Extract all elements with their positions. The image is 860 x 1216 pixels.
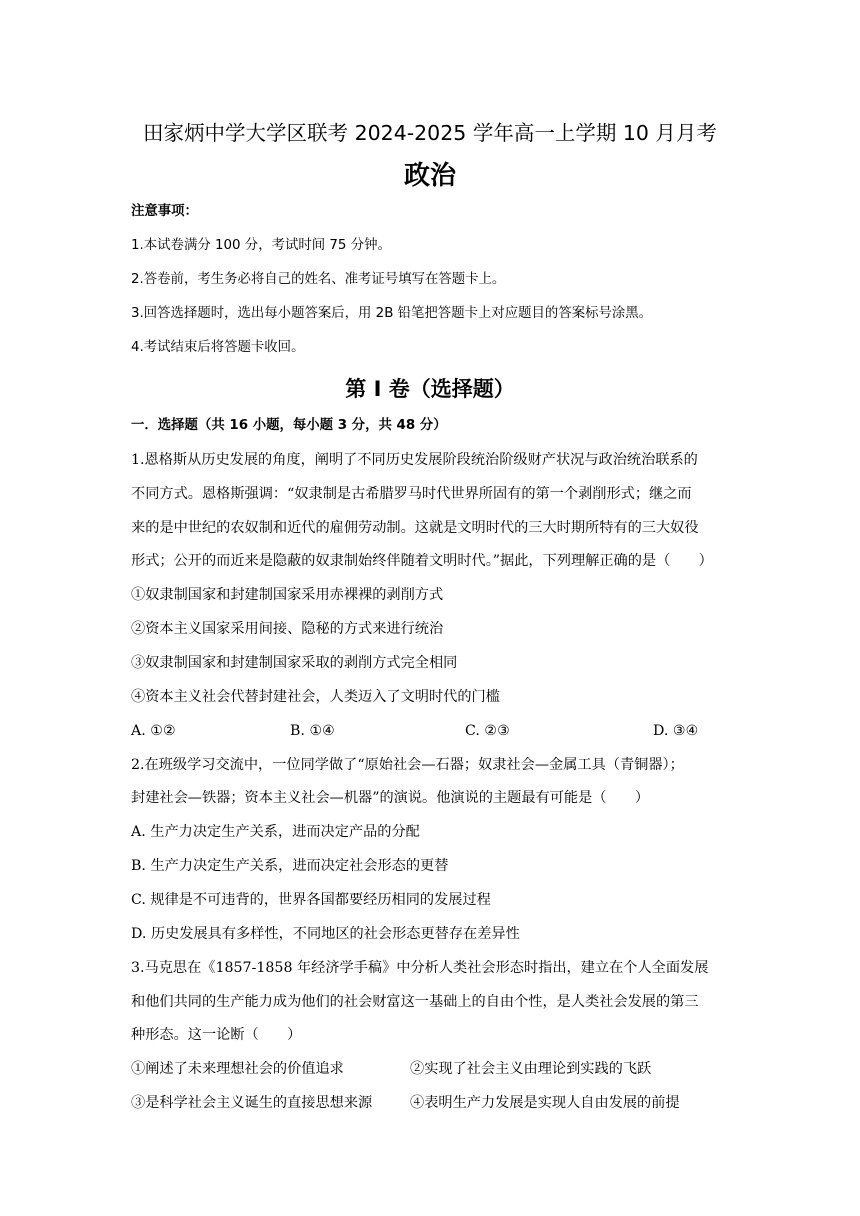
notice-heading: 注意事项： [131,204,198,219]
q2-option-b: B. 生产力决定生产关系，进而决定社会形态的更替 [131,858,449,874]
q1-option-d: D. ③④ [653,723,699,739]
q3-statement-2: ②实现了社会主义由理论到实践的飞跃 [410,1061,652,1077]
q1-statement-2: ②资本主义国家采用间接、隐秘的方式来进行统治 [131,621,444,637]
q2-option-c: C. 规律是不可违背的，世界各国都要经历相同的发展过程 [131,892,491,908]
exam-title: 田家炳中学大学区联考 2024-2025 学年高一上学期 10 月月考 [143,121,717,145]
part-heading: 一．选择题（共 16 小题，每小题 3 分，共 48 分） [131,418,447,433]
notice-item-3: 3.回答选择题时，选出每小题答案后，用 2B 铅笔把答题卡上对应题目的答案标号涂黑。 [131,306,653,321]
q3-stem-line-2: 和他们共同的生产能力成为他们的社会财富这一基础上的自由个性，是人类社会发展的第三 [131,994,699,1010]
notice-item-4: 4.考试结束后将答题卡收回。 [131,340,305,355]
q3-statement-4: ④表明生产力发展是实现人自由发展的前提 [410,1095,680,1111]
notice-item-1: 1.本试卷满分 100 分，考试时间 75 分钟。 [131,238,391,253]
q1-stem-line-3: 来的是中世纪的农奴制和近代的雇佣劳动制。这就是文明时代的三大时期所特有的三大奴役 [131,520,699,536]
subject-title: 政治 [403,161,456,191]
q1-option-b: B. ①④ [290,723,335,739]
q2-stem-line-1: 2.在班级学习交流中，一位同学做了“原始社会—石器；奴隶社会—金属工具（青铜器）； [131,757,684,773]
q1-statement-4: ④资本主义社会代替封建社会，人类迈入了文明时代的门槛 [131,689,500,705]
notice-item-2: 2.答卷前，考生务必将自己的姓名、准考证号填写在答题卡上。 [131,272,506,287]
q2-option-d: D. 历史发展具有多样性，不同地区的社会形态更替存在差异性 [131,926,520,942]
q1-statement-1: ①奴隶制国家和封建制国家采用赤裸裸的剥削方式 [131,587,444,603]
q3-statement-1: ①阐述了未来理想社会的价值追求 [131,1061,344,1077]
q3-stem-line-3: 种形态。这一论断（ ） [131,1027,302,1043]
q1-statement-3: ③奴隶制国家和封建制国家采取的剥削方式完全相同 [131,655,458,671]
q3-statement-3: ③是科学社会主义诞生的直接思想来源 [131,1095,373,1111]
q1-stem-line-2: 不同方式。恩格斯强调：“奴隶制是古希腊罗马时代世界所固有的第一个剥削形式；继之而 [131,486,692,502]
section-title: 第 I 卷（选择题） [345,377,515,401]
q2-stem-line-2: 封建社会—铁器；资本主义社会—机器”的演说。他演说的主题最有可能是（ ） [131,790,650,806]
q2-option-a: A. 生产力决定生产关系，进而决定产品的分配 [131,824,420,840]
q1-stem-line-1: 1.恩格斯从历史发展的角度，阐明了不同历史发展阶段统治阶级财产状况与政治统治联系的 [131,452,698,468]
q1-stem-line-4: 形式；公开的而近来是隐蔽的奴隶制始终伴随着文明时代。”据此，下列理解正确的是（ ） [131,553,713,569]
q1-option-a: A. ①② [131,723,176,739]
q1-option-c: C. ②③ [465,723,510,739]
q3-stem-line-1: 3.马克思在《1857-1858 年经济学手稿》中分析人类社会形态时指出，建立在个人全面发展 [131,960,709,976]
